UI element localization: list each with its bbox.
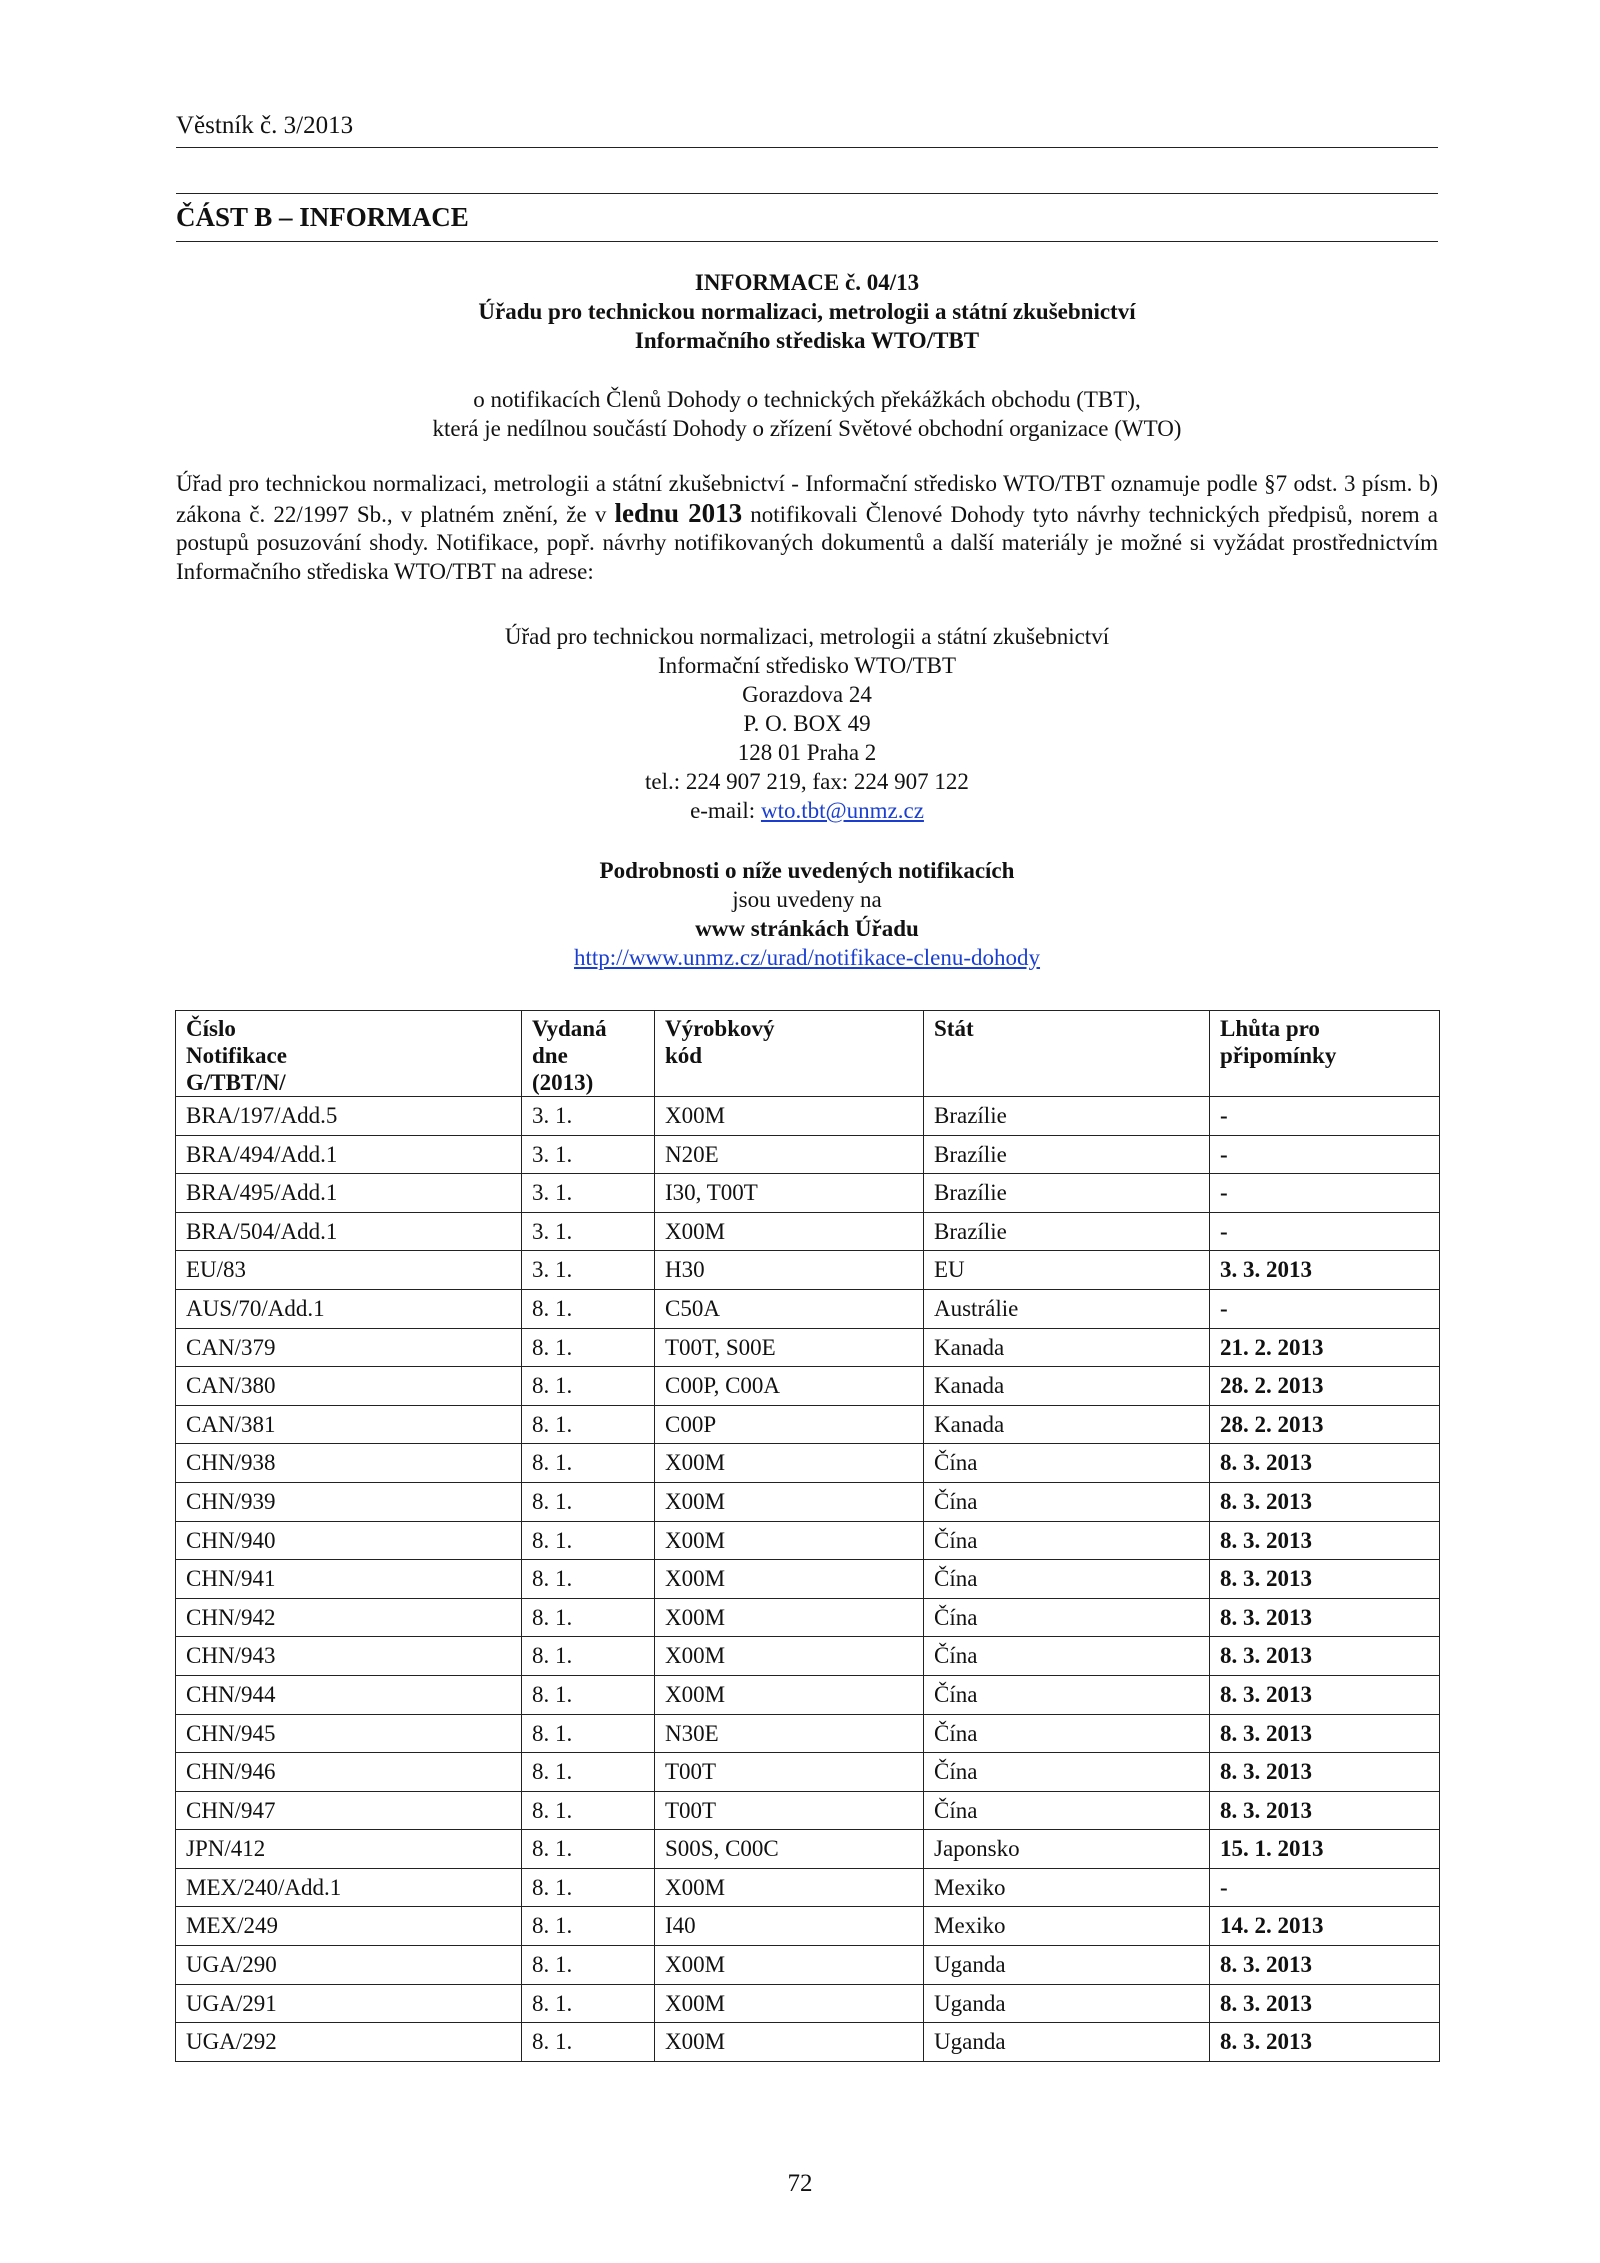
subheading-line-2: která je nedílnou součástí Dohody o zřízení Světové obchodní organizace (WTO) xyxy=(432,416,1182,441)
cell-product-code: C00P, C00A xyxy=(655,1367,924,1406)
cell-comment-deadline: 8. 3. 2013 xyxy=(1210,2023,1440,2062)
section-rule-bottom xyxy=(176,241,1438,242)
cell-notification-number: CHN/943 xyxy=(176,1637,522,1676)
table-row xyxy=(176,1753,1440,1792)
cell-comment-deadline: 21. 2. 2013 xyxy=(1210,1328,1440,1367)
email-link[interactable]: wto.tbt@unmz.cz xyxy=(760,798,924,823)
cell-issue-date: 8. 1. xyxy=(522,1714,655,1753)
table-row xyxy=(176,1946,1440,1985)
table-row xyxy=(176,1135,1440,1174)
cell-issue-date: 8. 1. xyxy=(522,1675,655,1714)
cell-issue-date: 8. 1. xyxy=(522,1791,655,1830)
cell-product-code: H30 xyxy=(655,1251,924,1290)
table-row xyxy=(176,1675,1440,1714)
cell-comment-deadline: 8. 3. 2013 xyxy=(1210,1444,1440,1483)
cell-notification-number: EU/83 xyxy=(176,1251,522,1290)
cell-notification-number: BRA/504/Add.1 xyxy=(176,1212,522,1251)
cell-notification-number: UGA/291 xyxy=(176,1984,522,2023)
section-title: ČÁST B – INFORMACE xyxy=(176,202,469,232)
cell-country: Kanada xyxy=(924,1405,1210,1444)
header-country xyxy=(924,1011,1210,1097)
cell-comment-deadline: 8. 3. 2013 xyxy=(1210,1521,1440,1560)
address-line-2: Informační středisko WTO/TBT xyxy=(657,653,957,678)
cell-issue-date: 8. 1. xyxy=(522,1405,655,1444)
cell-product-code: X00M xyxy=(655,1675,924,1714)
cell-country: Brazílie xyxy=(924,1174,1210,1213)
cell-country: Uganda xyxy=(924,1946,1210,1985)
table-row xyxy=(176,1598,1440,1637)
cell-comment-deadline: 14. 2. 2013 xyxy=(1210,1907,1440,1946)
cell-country: Brazílie xyxy=(924,1097,1210,1136)
address-block xyxy=(176,622,1438,825)
table-row xyxy=(176,1482,1440,1521)
table-row xyxy=(176,1791,1440,1830)
cell-notification-number: CHN/938 xyxy=(176,1444,522,1483)
header-line: Výrobkový xyxy=(665,1016,775,1041)
cell-comment-deadline: 8. 3. 2013 xyxy=(1210,1675,1440,1714)
cell-product-code: X00M xyxy=(655,2023,924,2062)
address-email-line xyxy=(176,796,1438,825)
cell-country: Čína xyxy=(924,1714,1210,1753)
cell-country: Brazílie xyxy=(924,1212,1210,1251)
cell-issue-date: 8. 1. xyxy=(522,1753,655,1792)
header-product-code xyxy=(655,1011,924,1097)
cell-product-code: X00M xyxy=(655,1444,924,1483)
cell-notification-number: BRA/494/Add.1 xyxy=(176,1135,522,1174)
cell-comment-deadline: - xyxy=(1210,1212,1440,1251)
cell-product-code: X00M xyxy=(655,1097,924,1136)
cell-comment-deadline: 28. 2. 2013 xyxy=(1210,1367,1440,1406)
cell-issue-date: 8. 1. xyxy=(522,1444,655,1483)
table-header xyxy=(176,1011,1440,1097)
cell-product-code: X00M xyxy=(655,1868,924,1907)
cell-country: Brazílie xyxy=(924,1135,1210,1174)
cell-issue-date: 3. 1. xyxy=(522,1097,655,1136)
cell-country: EU xyxy=(924,1251,1210,1290)
cell-country: Čína xyxy=(924,1482,1210,1521)
cell-notification-number: CHN/941 xyxy=(176,1560,522,1599)
header-line: dne xyxy=(532,1043,568,1068)
cell-issue-date: 8. 1. xyxy=(522,1984,655,2023)
notifications-table xyxy=(175,1010,1440,2062)
intro-emphasis: lednu 2013 xyxy=(614,497,743,528)
cell-notification-number: BRA/495/Add.1 xyxy=(176,1174,522,1213)
details-block xyxy=(176,856,1438,972)
cell-notification-number: AUS/70/Add.1 xyxy=(176,1289,522,1328)
cell-country: Čína xyxy=(924,1637,1210,1676)
cell-comment-deadline: - xyxy=(1210,1135,1440,1174)
info-subheading xyxy=(176,385,1438,443)
table-row xyxy=(176,1328,1440,1367)
cell-comment-deadline: 15. 1. 2013 xyxy=(1210,1830,1440,1869)
details-line-1: Podrobnosti o níže uvedených notifikacích xyxy=(599,858,1015,883)
info-heading xyxy=(176,268,1438,355)
intro-paragraph xyxy=(176,470,1438,586)
cell-issue-date: 3. 1. xyxy=(522,1135,655,1174)
cell-country: Kanada xyxy=(924,1328,1210,1367)
table-row xyxy=(176,1405,1440,1444)
address-line-3: Gorazdova 24 xyxy=(742,682,872,707)
header-line: Lhůta pro xyxy=(1220,1016,1320,1041)
header-issue-date xyxy=(522,1011,655,1097)
cell-comment-deadline: 8. 3. 2013 xyxy=(1210,1482,1440,1521)
address-line-4: P. O. BOX 49 xyxy=(743,711,871,736)
details-line-3: www stránkách Úřadu xyxy=(695,916,919,941)
table-row xyxy=(176,1367,1440,1406)
cell-product-code: X00M xyxy=(655,1560,924,1599)
section-rule-top xyxy=(176,193,1438,194)
cell-issue-date: 8. 1. xyxy=(522,1560,655,1599)
cell-issue-date: 8. 1. xyxy=(522,1868,655,1907)
header-line: připomínky xyxy=(1220,1043,1337,1068)
cell-product-code: X00M xyxy=(655,1521,924,1560)
cell-notification-number: CAN/379 xyxy=(176,1328,522,1367)
cell-country: Čína xyxy=(924,1444,1210,1483)
header-line: Stát xyxy=(934,1016,974,1041)
cell-notification-number: BRA/197/Add.5 xyxy=(176,1097,522,1136)
email-label: e-mail: xyxy=(690,798,761,823)
cell-issue-date: 8. 1. xyxy=(522,1946,655,1985)
cell-issue-date: 8. 1. xyxy=(522,1907,655,1946)
cell-notification-number: UGA/292 xyxy=(176,2023,522,2062)
cell-product-code: T00T, S00E xyxy=(655,1328,924,1367)
cell-notification-number: CAN/381 xyxy=(176,1405,522,1444)
details-url-link[interactable]: http://www.unmz.cz/urad/notifikace-clenu-dohody xyxy=(573,945,1041,970)
cell-country: Čína xyxy=(924,1598,1210,1637)
subheading-line-1: o notifikacích Členů Dohody o technických překážkách obchodu (TBT), xyxy=(473,387,1141,412)
cell-comment-deadline: 8. 3. 2013 xyxy=(1210,1714,1440,1753)
cell-comment-deadline: 8. 3. 2013 xyxy=(1210,1598,1440,1637)
address-phone: tel.: 224 907 219, fax: 224 907 122 xyxy=(645,769,969,794)
header-line: Notifikace xyxy=(186,1043,287,1068)
cell-comment-deadline: 8. 3. 2013 xyxy=(1210,1560,1440,1599)
cell-notification-number: MEX/240/Add.1 xyxy=(176,1868,522,1907)
cell-notification-number: JPN/412 xyxy=(176,1830,522,1869)
cell-comment-deadline: - xyxy=(1210,1868,1440,1907)
cell-issue-date: 8. 1. xyxy=(522,1482,655,1521)
cell-country: Mexiko xyxy=(924,1907,1210,1946)
cell-product-code: I30, T00T xyxy=(655,1174,924,1213)
info-number: INFORMACE č. 04/13 xyxy=(694,270,920,295)
cell-notification-number: CHN/942 xyxy=(176,1598,522,1637)
header-line: Číslo xyxy=(186,1016,236,1041)
cell-product-code: N20E xyxy=(655,1135,924,1174)
cell-issue-date: 8. 1. xyxy=(522,1598,655,1637)
table-row xyxy=(176,1212,1440,1251)
address-line-5: 128 01 Praha 2 xyxy=(737,740,877,765)
header-rule xyxy=(176,147,1438,148)
cell-comment-deadline: 8. 3. 2013 xyxy=(1210,1637,1440,1676)
cell-comment-deadline: 8. 3. 2013 xyxy=(1210,1753,1440,1792)
table-row xyxy=(176,1560,1440,1599)
table-body xyxy=(176,1097,1440,2062)
cell-issue-date: 3. 1. xyxy=(522,1212,655,1251)
cell-country: Austrálie xyxy=(924,1289,1210,1328)
cell-issue-date: 3. 1. xyxy=(522,1251,655,1290)
cell-country: Čína xyxy=(924,1560,1210,1599)
cell-comment-deadline: - xyxy=(1210,1097,1440,1136)
header-line: Vydaná xyxy=(532,1016,607,1041)
cell-country: Japonsko xyxy=(924,1830,1210,1869)
header-comment-deadline xyxy=(1210,1011,1440,1097)
header-notification-number xyxy=(176,1011,522,1097)
cell-issue-date: 8. 1. xyxy=(522,1830,655,1869)
cell-product-code: X00M xyxy=(655,1482,924,1521)
cell-issue-date: 8. 1. xyxy=(522,1289,655,1328)
cell-notification-number: CHN/945 xyxy=(176,1714,522,1753)
cell-country: Čína xyxy=(924,1791,1210,1830)
cell-issue-date: 8. 1. xyxy=(522,2023,655,2062)
cell-notification-number: CHN/946 xyxy=(176,1753,522,1792)
table-row xyxy=(176,1984,1440,2023)
cell-notification-number: CHN/947 xyxy=(176,1791,522,1830)
journal-header: Věstník č. 3/2013 xyxy=(176,112,354,139)
table-row xyxy=(176,1521,1440,1560)
table-row xyxy=(176,1637,1440,1676)
header-line: kód xyxy=(665,1043,703,1068)
cell-comment-deadline: 28. 2. 2013 xyxy=(1210,1405,1440,1444)
cell-product-code: T00T xyxy=(655,1753,924,1792)
cell-issue-date: 3. 1. xyxy=(522,1174,655,1213)
table-row xyxy=(176,1830,1440,1869)
cell-issue-date: 8. 1. xyxy=(522,1367,655,1406)
cell-country: Uganda xyxy=(924,2023,1210,2062)
cell-product-code: C50A xyxy=(655,1289,924,1328)
cell-notification-number: UGA/290 xyxy=(176,1946,522,1985)
cell-issue-date: 8. 1. xyxy=(522,1521,655,1560)
cell-country: Čína xyxy=(924,1675,1210,1714)
cell-notification-number: CAN/380 xyxy=(176,1367,522,1406)
cell-product-code: X00M xyxy=(655,1984,924,2023)
cell-country: Čína xyxy=(924,1521,1210,1560)
cell-country: Kanada xyxy=(924,1367,1210,1406)
cell-issue-date: 8. 1. xyxy=(522,1328,655,1367)
cell-product-code: C00P xyxy=(655,1405,924,1444)
cell-product-code: X00M xyxy=(655,1946,924,1985)
cell-comment-deadline: 8. 3. 2013 xyxy=(1210,1946,1440,1985)
cell-notification-number: CHN/940 xyxy=(176,1521,522,1560)
details-line-2: jsou uvedeny na xyxy=(732,887,882,912)
header-line: (2013) xyxy=(532,1070,594,1095)
cell-product-code: T00T xyxy=(655,1791,924,1830)
cell-product-code: N30E xyxy=(655,1714,924,1753)
cell-product-code: I40 xyxy=(655,1907,924,1946)
table-row xyxy=(176,1868,1440,1907)
cell-product-code: X00M xyxy=(655,1212,924,1251)
cell-issue-date: 8. 1. xyxy=(522,1637,655,1676)
table-row xyxy=(176,1289,1440,1328)
cell-product-code: X00M xyxy=(655,1598,924,1637)
cell-country: Čína xyxy=(924,1753,1210,1792)
address-line-1: Úřad pro technickou normalizaci, metrologii a státní zkušebnictví xyxy=(504,624,1110,649)
cell-notification-number: CHN/939 xyxy=(176,1482,522,1521)
page-number: 72 xyxy=(787,2170,813,2197)
intro-text-1: Úřad pro technickou normalizaci, metrologii a státní zkušebnictví - Informační středisko WTO/TBT oznamuje podle §7 odst. 3 písm. b) zákona č. 22/1997 Sb., v platném znění, že v xyxy=(176,471,1438,527)
info-authority: Úřadu pro technickou normalizaci, metrologii a státní zkušebnictví xyxy=(478,299,1136,324)
cell-notification-number: MEX/249 xyxy=(176,1907,522,1946)
table-row xyxy=(176,1714,1440,1753)
intro-text-2: notifikovali Členové Dohody tyto návrhy technických předpisů, norem a postupů posuzování shody. Notifikace, popř. návrhy notifikovaných dokumentů a další materiály je možné si vyžádat prostřednictvím Informačního střediska WTO/TBT na adrese: xyxy=(176,501,1439,584)
cell-product-code: S00S, C00C xyxy=(655,1830,924,1869)
table-row xyxy=(176,1174,1440,1213)
table-row xyxy=(176,2023,1440,2062)
cell-comment-deadline: - xyxy=(1210,1289,1440,1328)
cell-comment-deadline: 8. 3. 2013 xyxy=(1210,1791,1440,1830)
cell-comment-deadline: 3. 3. 2013 xyxy=(1210,1251,1440,1290)
table-header-row xyxy=(176,1011,1440,1097)
info-center: Informačního střediska WTO/TBT xyxy=(634,328,980,353)
cell-notification-number: CHN/944 xyxy=(176,1675,522,1714)
table-row xyxy=(176,1444,1440,1483)
cell-comment-deadline: 8. 3. 2013 xyxy=(1210,1984,1440,2023)
cell-country: Mexiko xyxy=(924,1868,1210,1907)
table-row xyxy=(176,1097,1440,1136)
cell-country: Uganda xyxy=(924,1984,1210,2023)
cell-product-code: X00M xyxy=(655,1637,924,1676)
table-row xyxy=(176,1251,1440,1290)
header-line: G/TBT/N/ xyxy=(186,1070,286,1095)
table-row xyxy=(176,1907,1440,1946)
cell-comment-deadline: - xyxy=(1210,1174,1440,1213)
